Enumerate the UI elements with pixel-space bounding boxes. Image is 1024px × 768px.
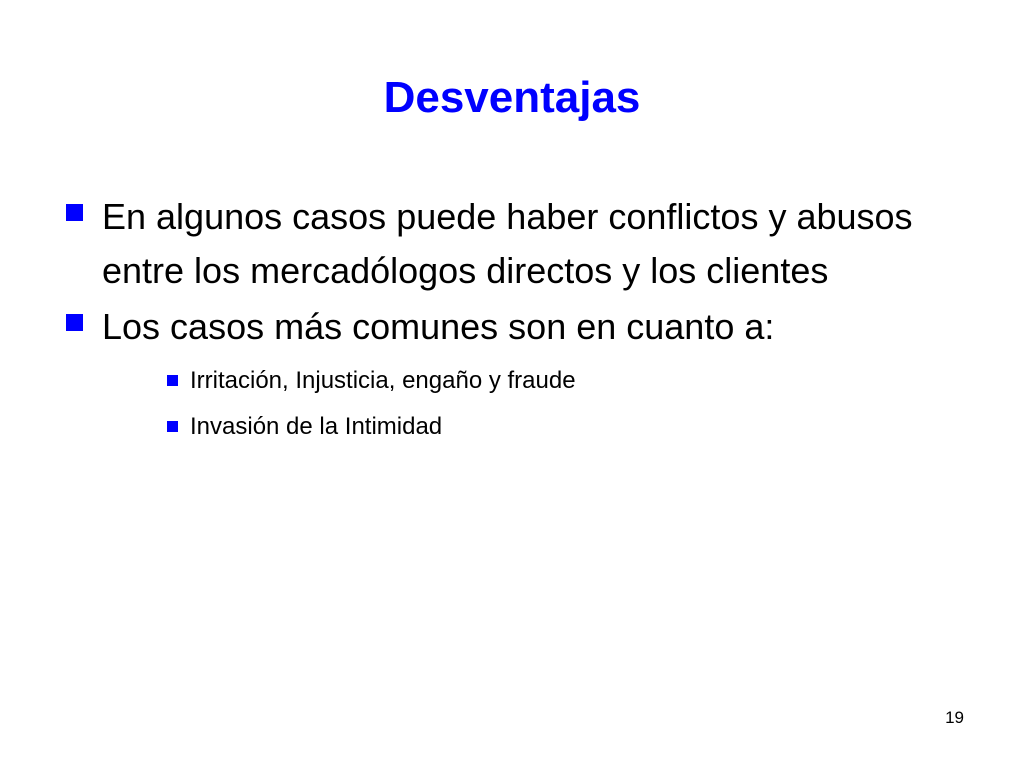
sub-bullet-list [166, 358, 966, 450]
square-bullet-icon [66, 204, 83, 221]
sub-bullet-item-irritation [166, 358, 966, 404]
bullet-text: Los casos más comunes son en cuanto a: [102, 306, 775, 347]
sub-bullet-text: Invasión de la Intimidad [190, 413, 443, 440]
sub-bullet-text: Irritación, Injusticia, engaño y fraude [190, 367, 576, 394]
bullet-text: En algunos casos puede haber conflictos y abusos entre los mercadólogos directos y los clientes [102, 196, 913, 291]
bullet-item-conflicts [66, 190, 966, 298]
square-bullet-icon [167, 375, 178, 386]
bullet-item-common-cases [66, 300, 966, 354]
square-bullet-icon [66, 314, 83, 331]
bullet-list [66, 190, 966, 450]
square-bullet-icon [167, 421, 178, 432]
sub-bullet-item-privacy [166, 404, 966, 450]
slide-title: Desventajas [383, 73, 641, 122]
page-number: 19 [945, 708, 964, 727]
